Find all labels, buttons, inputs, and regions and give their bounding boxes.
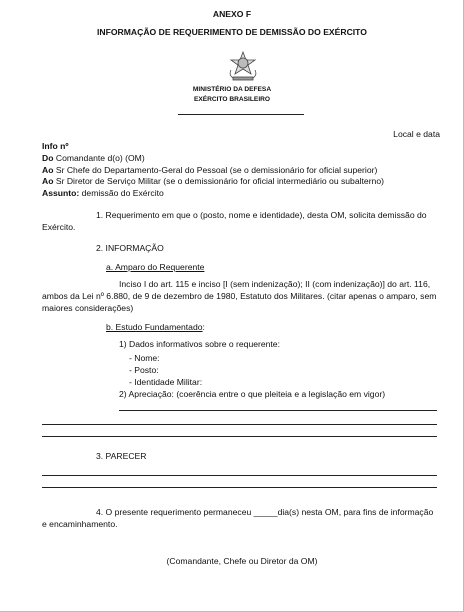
annex-label: ANEXO F	[212, 9, 252, 19]
item2b1: 1) Dados informativos sobre o requerente:	[119, 339, 280, 349]
item2b1-name: - Nome:	[129, 353, 160, 363]
fill-line	[42, 424, 437, 425]
item2b1-rank: - Posto:	[129, 365, 159, 375]
item2a-label: a. Amparo do Requerente	[106, 262, 205, 272]
item4-line2: e encaminhamento.	[42, 519, 118, 529]
signature-block: (Comandante, Chefe ou Diretor da OM)	[166, 556, 318, 566]
info-number: Info nº	[42, 141, 69, 151]
to-line-2: Ao Sr Diretor de Serviço Militar (se o demissionário for oficial intermediário ou subalterno)	[42, 176, 384, 186]
item2a-line1: Inciso I do art. 115 e inciso [I (sem indenização); II (com indenização)] do art. 116,	[119, 279, 431, 289]
item1-line2: Exército.	[42, 222, 76, 232]
local-data: Local e data	[393, 129, 440, 139]
fill-line	[42, 475, 437, 476]
to-line-1: Ao Sr Chefe do Departamento-Geral do Pessoal (se o demissionário for oficial superior)	[42, 165, 378, 175]
from-line: Do Comandante d(o) (OM)	[42, 153, 145, 163]
fill-line	[42, 436, 437, 437]
letterhead-ministry: MINISTÉRIO DA DEFESA	[192, 86, 272, 93]
item1-line1: 1. Requerimento em que o (posto, nome e identidade), desta OM, solicita demissão do	[96, 210, 427, 220]
item2b2: 2) Apreciação: (coerência entre o que pleiteia e a legislação em vigor)	[119, 389, 386, 399]
item2a-line3: maiores considerações)	[42, 303, 134, 313]
item2-heading: 2. INFORMAÇÃO	[96, 243, 164, 253]
document-title: INFORMAÇÃO DE REQUERIMENTO DE DEMISSÃO DO EXÉRCITO	[97, 27, 367, 37]
item2b-label: b. Estudo Fundamentado:	[106, 322, 205, 332]
fill-line	[119, 410, 437, 411]
subject-line: Assunto: demissão do Exército	[42, 188, 164, 198]
item2b1-military-id: - Identidade Militar:	[129, 377, 203, 387]
fill-line	[42, 487, 437, 488]
coat-of-arms-icon	[225, 50, 261, 82]
item2a-line2: ambos da Lei nº 6.880, de 9 de dezembro de 1980, Estatuto dos Militares. (citar apenas o amparo, sem	[42, 291, 437, 301]
letterhead-underline	[178, 114, 304, 115]
item4-line1: 4. O presente requerimento permaneceu _____dia(s) nesta OM, para fins de informação	[96, 507, 434, 517]
item3-heading: 3. PARECER	[96, 451, 147, 461]
letterhead-army: EXÉRCITO BRASILEIRO	[193, 96, 271, 103]
